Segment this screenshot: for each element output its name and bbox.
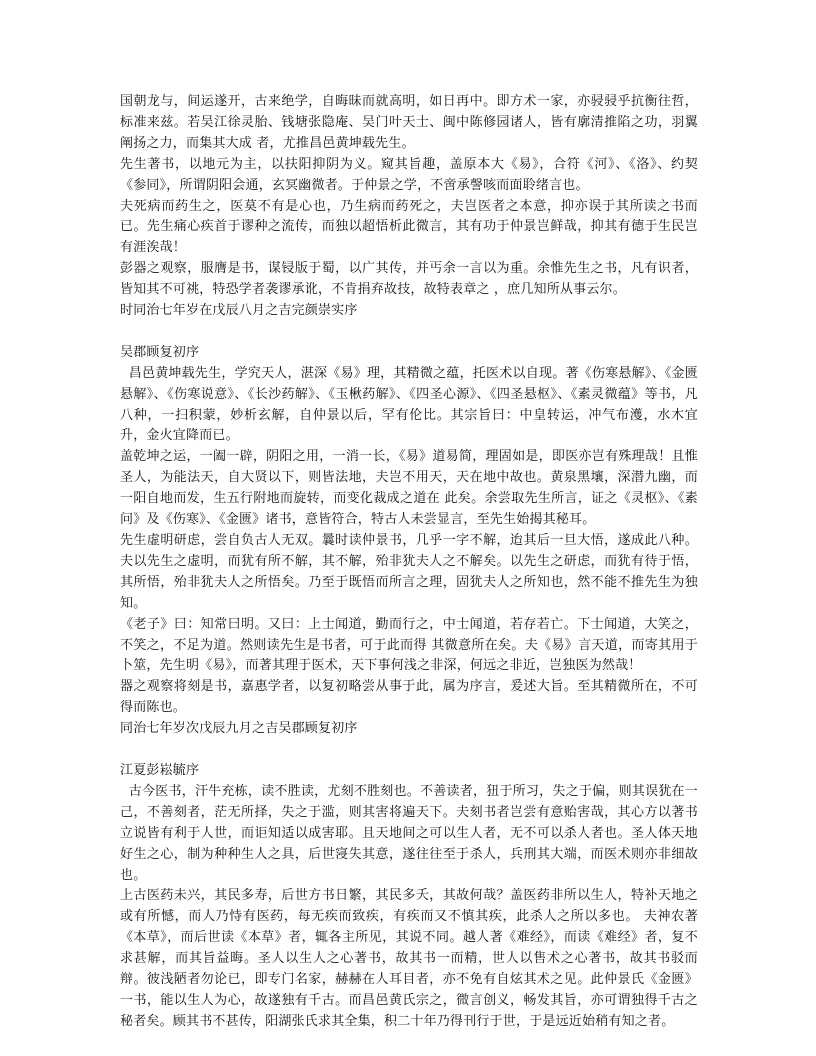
- paragraph: 古今医书，汗牛充栋，读不胜读，尤刻不胜刻也。不善读者，狃于所习，失之于偏，则其误犹在一己，不善刻者，茫无所择，失之于滥，则其害将遍天下。夫刻书者岂尝有意贻害哉，其心方以著书立说皆有利于人世，而讵知适以成害耶。且天地间之可以生人者，无不可以杀人者也。圣人体天地好生之心，制为种种生人之具，后世寖失其意，遂往往至于杀人，兵刑其大端，而医术则亦非细故也。: [120, 783, 698, 883]
- paragraph: 国朝龙与，间运遂开，古来绝学，自晦昧而就高明，如日再中。即方术一家，亦骎骎乎抗衡往哲，标准来兹。若吴江徐灵胎、钱塘张隐庵、吴门叶天士、闽中陈修园诸人，皆有廓清推陷之功，羽翼阐扬之力，而集其大成 者，尤推昌邑黄坤载先生。: [120, 94, 698, 151]
- preface-heading: 吴郡顾复初序: [120, 344, 200, 360]
- paragraph: 彭器之观察，服膺是书，谋锓版于蜀，以广其传，并丐余一言以为重。余惟先生之书，凡有识者，皆知其不可祧，特恐学者袭谬承讹，不肯捐弃故技，故特表章之 ，庶几知所从事云尔。: [120, 261, 698, 298]
- paragraph: 盖乾坤之运，一阖一辟，阴阳之用，一消一长，《易》道易简，理固如是，即医亦岂有殊理哉！且惟圣人，为能法天，自大贤以下，则皆法地，夫岂不用天，天在地中故也。黄泉黑壤，深潜九幽，而一阳自地而发，生五行附地而旋转，而变化裁成之道在 此矣。余尝取先生所言，证之《灵枢》、《素问》及《伤寒》、《金匮》诸书，意皆符合，特古人未尝显言，至先生始揭其秘耳。: [120, 449, 698, 528]
- blank-line: [120, 322, 698, 343]
- preface-wanyan-chongshi: [120, 92, 698, 322]
- document-page: [120, 92, 698, 1033]
- paragraph: 上古医药未兴，其民多寿，后世方书日繁，其民多夭，其故何哉？盖医药非所以生人，特补天地之或有所憾，而人乃恃有医药，每无疾而致疾，有疾而又不慎其疾，此杀人之所以多也。 夫神农著《本草》，而后世读《本草》者，辄各主所见，其说不同。越人著《难经》，而读《难经》者，复不求甚解，而其旨益晦。圣人以生人之心著书，故其书一而精，世人以售术之心著书，故其书驳而辩。彼浅陋者勿论已，即专门名家，赫赫在人耳目者，亦不免有自炫其术之见。此仲景氏《金匮》一书，能以生人为心，故遂独有千古。而昌邑黄氏宗之，微言创义，畅发其旨，亦可谓独得千古之秘者矣。顾其书不甚传，阳湖张氏求其全集，积二十年乃得刊行于世，于是远近始稍有知之者。: [120, 888, 698, 1029]
- preface-signature: 时同治七年岁在戊辰八月之吉完颜崇实序: [120, 303, 358, 319]
- paragraph: 先生著书，以地元为主，以扶阳抑阴为义。窥其旨趣，盖原本大《易》，合符《河》、《洛》、约契《参同》，所谓阴阳会通，玄冥幽微者。于仲景之学，不啻承謦咳而面聆绪言也。: [120, 156, 698, 193]
- preface-heading: 江夏彭崧毓序: [120, 762, 200, 778]
- blank-line: [120, 740, 698, 761]
- paragraph: 《老子》曰：知常曰明。又曰：上士闻道，勤而行之，中士闻道，若存若亡。下士闻道，大笑之，不笑之，不足为道。然则读先生是书者，可于此而得 其微意所在矣。夫《易》言天道，而寄其用于卜筮，先生明《易》，而著其理于医术，天下事何浅之非深，何远之非近，岂独医为然哉！: [120, 616, 698, 674]
- preface-signature: 同治七年岁次戊辰九月之吉吴郡顾复初序: [120, 721, 358, 737]
- paragraph: 先生虚明研虑，尝自负古人无双。曩时读仲景书，几乎一字不解，迨其后一旦大悟，遂成此八种。夫以先生之虚明，而犹有所不解，其不解，殆非犹夫人之不解矣。以先生之研虑，而犹有待于悟，其所悟，殆非犹夫人之所悟矣。乃至于既悟而所言之理，固犹夫人之所知也，然不能不推先生为独知。: [120, 533, 698, 611]
- paragraph: 器之观察将刻是书，嘉惠学者，以复初略尝从事于此，属为序言，爰述大旨。至其精微所在，不可得而陈也。: [120, 679, 698, 716]
- preface-gu-fuchu: [120, 343, 698, 740]
- paragraph: 昌邑黄坤载先生，学究天人，湛深《易》理，其精微之蕴，托医术以自现。著《伤寒悬解》、《金匮悬解》、《伤寒说意》、《长沙药解》、《玉楸药解》、《四圣心源》、《四圣悬枢》、《素灵微蕴》等书，凡八种，一扫积蒙，妙析玄解，自仲景以后，罕有伦比。其宗旨曰：中皇转运，冲气布濩，水木宜升，金火宜降而已。: [120, 365, 698, 444]
- preface-peng-songyu: [120, 761, 698, 1033]
- paragraph: 夫死病而药生之，医莫不有是心也，乃生病而药死之，夫岂医者之本意，抑亦误于其所读之书而已。先生痛心疾首于谬种之流传，而独以超悟析此微言，其有功于仲景岂鲜哉，抑其有德于生民岂有涯涘哉！: [120, 198, 698, 256]
